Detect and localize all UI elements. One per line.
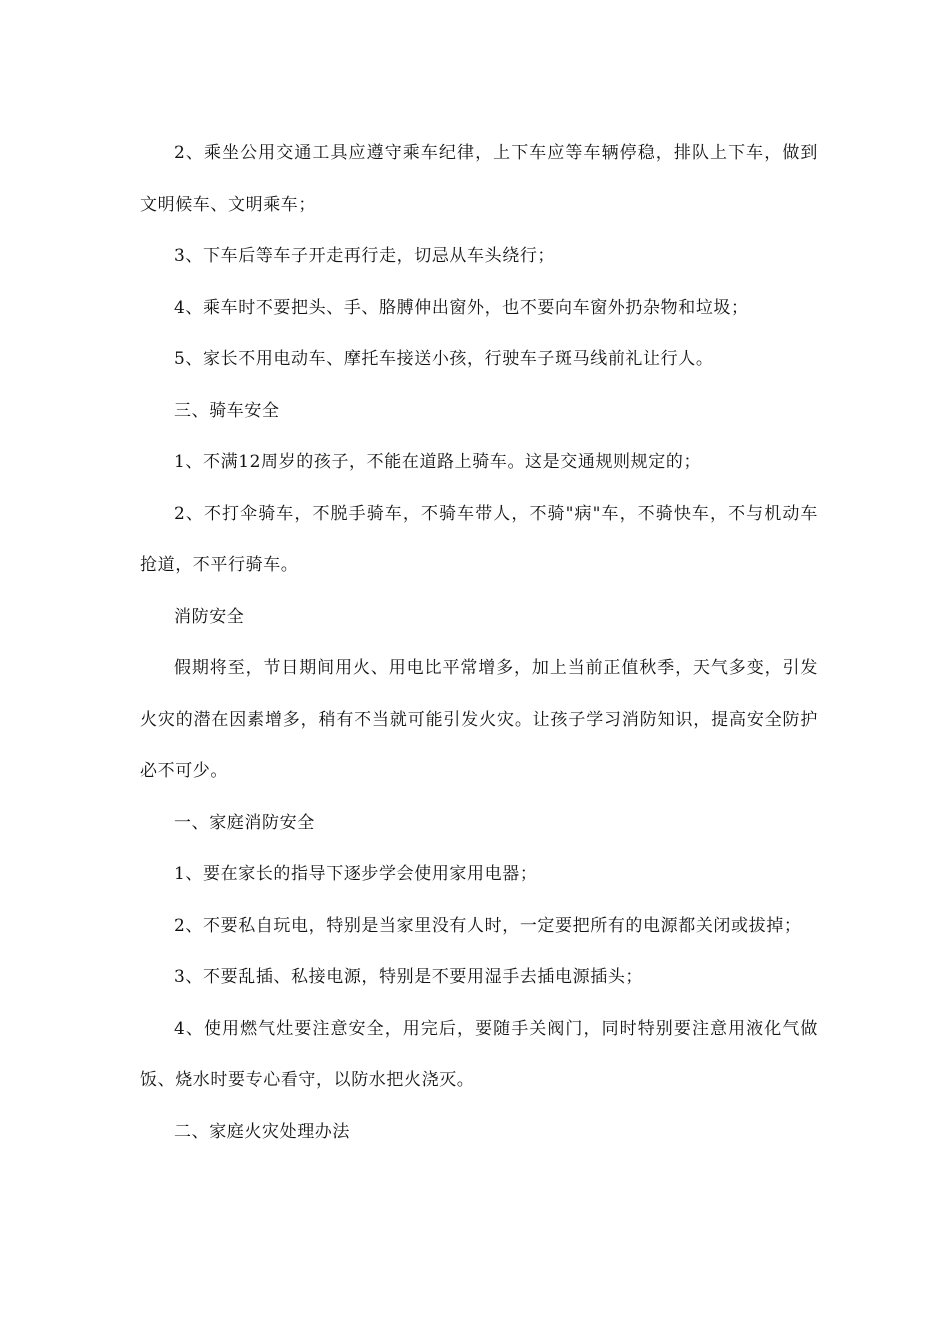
paragraph: 1、不满12周岁的孩子，不能在道路上骑车。这是交通规则规定的； [174, 452, 702, 472]
document-body [140, 128, 818, 1158]
paragraph: 3、不要乱插、私接电源，特别是不要用湿手去插电源插头； [174, 967, 644, 987]
section-heading: 二、家庭火灾处理办法 [174, 1121, 350, 1142]
paragraph: 2、不打伞骑车，不脱手骑车，不骑车带人，不骑"病"车，不骑快车，不与机动车抢道，不平行骑车。 [140, 503, 818, 575]
paragraph: 5、家长不用电动车、摩托车接送小孩，行驶车子斑马线前礼让行人。 [174, 349, 714, 369]
paragraph: 4、乘车时不要把头、手、胳膊伸出窗外，也不要向车窗外扔杂物和垃圾； [174, 297, 749, 318]
section-heading: 三、骑车安全 [174, 400, 280, 421]
paragraph: 2、乘坐公用交通工具应遵守乘车纪律，上下车应等车辆停稳，排队上下车，做到文明候车、文明乘车； [140, 143, 818, 215]
paragraph: 假期将至，节日期间用火、用电比平常增多，加上当前正值秋季，天气多变，引发火灾的潜在因素增多，稍有不当就可能引发火灾。让孩子学习消防知识，提高安全防护必不可少。 [140, 658, 818, 781]
paragraph: 3、下车后等车子开走再行走，切忌从车头绕行； [174, 246, 556, 266]
paragraph: 4、使用燃气灶要注意安全，用完后，要随手关阀门，同时特别要注意用液化气做饭、烧水时要专心看守，以防水把火浇灭。 [140, 1018, 818, 1090]
paragraph: 1、要在家长的指导下逐步学会使用家用电器； [174, 864, 538, 884]
paragraph: 2、不要私自玩电，特别是当家里没有人时，一定要把所有的电源都关闭或拔掉； [174, 915, 802, 936]
section-heading: 消防安全 [174, 606, 245, 627]
section-heading: 一、家庭消防安全 [174, 812, 315, 833]
